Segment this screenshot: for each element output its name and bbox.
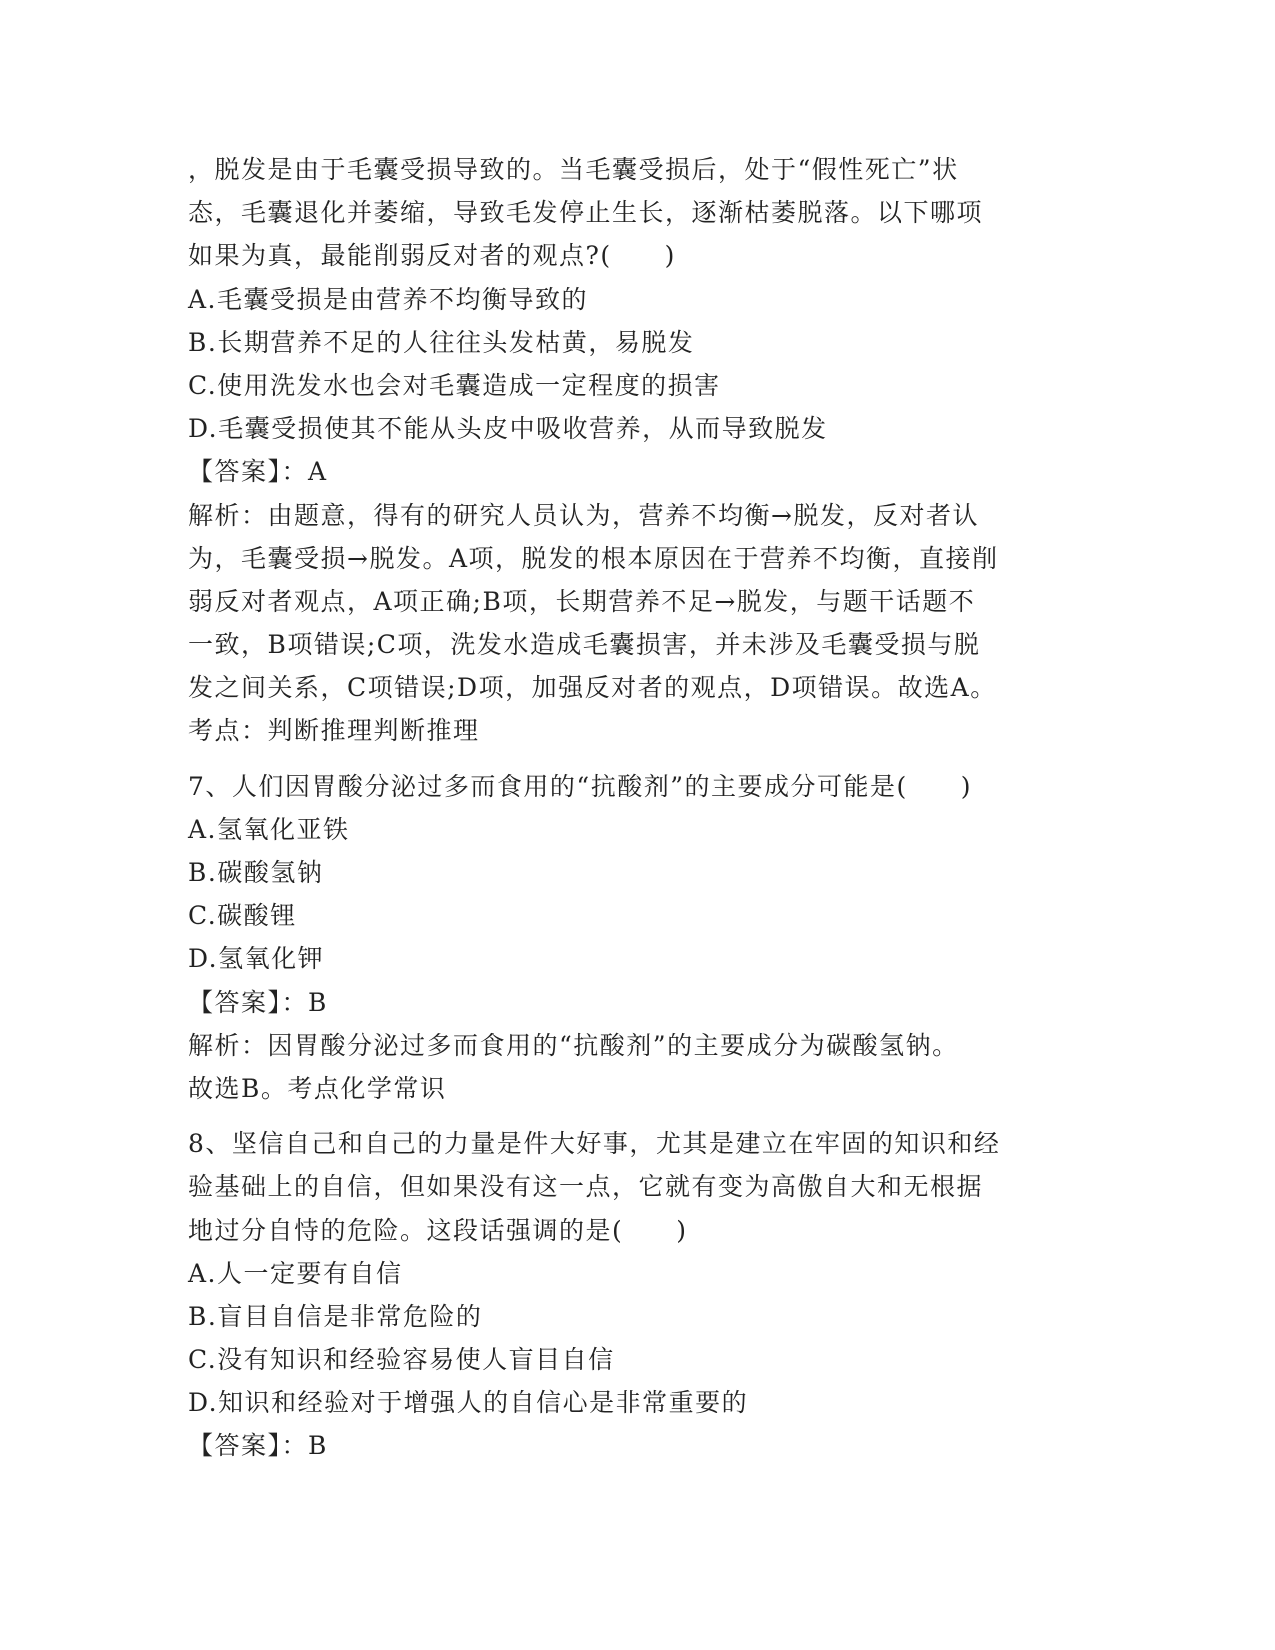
analysis-line: 发之间关系，C项错误;D项，加强反对者的观点，D项错误。故选A。 [188,673,997,703]
option-c: C.使用洗发水也会对毛囊造成一定程度的损害 [188,370,721,400]
option-a: A.氢氧化亚铁 [188,814,350,844]
question-stem-line: 验基础上的自信，但如果没有这一点，它就有变为高傲自大和无根据 [188,1172,984,1202]
answer-label: 【答案】：B [188,1431,328,1461]
question-7 [188,765,1088,1111]
document-page [188,148,1088,1468]
option-a: A.毛囊受损是由营养不均衡导致的 [188,284,589,314]
question-stem-line: 态，毛囊退化并萎缩，导致毛发停止生长，逐渐枯萎脱落。以下哪项 [188,198,984,228]
question-stem-line: 如果为真，最能削弱反对者的观点?( ) [188,241,676,271]
option-b: B.盲目自信是非常危险的 [188,1301,483,1331]
question-stem-line: 8、坚信自己和自己的力量是件大好事，尤其是建立在牢固的知识和经 [188,1129,1001,1159]
option-a: A.人一定要有自信 [188,1258,403,1288]
analysis-line: 解析：由题意，得有的研究人员认为，营养不均衡→脱发，反对者认 [188,500,979,530]
analysis-line: 一致，B项错误;C项，洗发水造成毛囊损害，并未涉及毛囊受损与脱 [188,630,981,660]
answer-label: 【答案】：B [188,987,328,1017]
question-stem-line: 7、人们因胃酸分泌过多而食用的“抗酸剂”的主要成分可能是( ) [188,771,972,801]
option-c: C.碳酸锂 [188,901,297,931]
option-d: D.氢氧化钾 [188,944,325,974]
option-b: B.碳酸氢钠 [188,858,324,887]
question-stem-line: ，脱发是由于毛囊受损导致的。当毛囊受损后，处于“假性死亡”状 [188,155,959,184]
question-stem-line: 地过分自恃的危险。这段话强调的是( ) [188,1215,688,1245]
question-6 [188,148,1088,753]
option-d: D.知识和经验对于增强人的自信心是非常重要的 [188,1388,749,1418]
analysis-line: 故选B。考点化学常识 [188,1073,447,1103]
answer-label: 【答案】：A [188,457,328,487]
analysis-line: 解析：因胃酸分泌过多而食用的“抗酸剂”的主要成分为碳酸氢钠。 [188,1030,959,1060]
option-c: C.没有知识和经验容易使人盲目自信 [188,1345,615,1375]
option-b: B.长期营养不足的人往往头发枯黄，易脱发 [188,327,695,357]
analysis-line: 为，毛囊受损→脱发。A项，脱发的根本原因在于营养不均衡，直接削 [188,543,999,573]
question-8 [188,1122,1088,1468]
analysis-line: 弱反对者观点，A项正确;B项，长期营养不足→脱发，与题干话题不 [188,586,976,616]
knowledge-point: 考点：判断推理判断推理 [188,716,480,746]
option-d: D.毛囊受损使其不能从头皮中吸收营养，从而导致脱发 [188,414,828,444]
